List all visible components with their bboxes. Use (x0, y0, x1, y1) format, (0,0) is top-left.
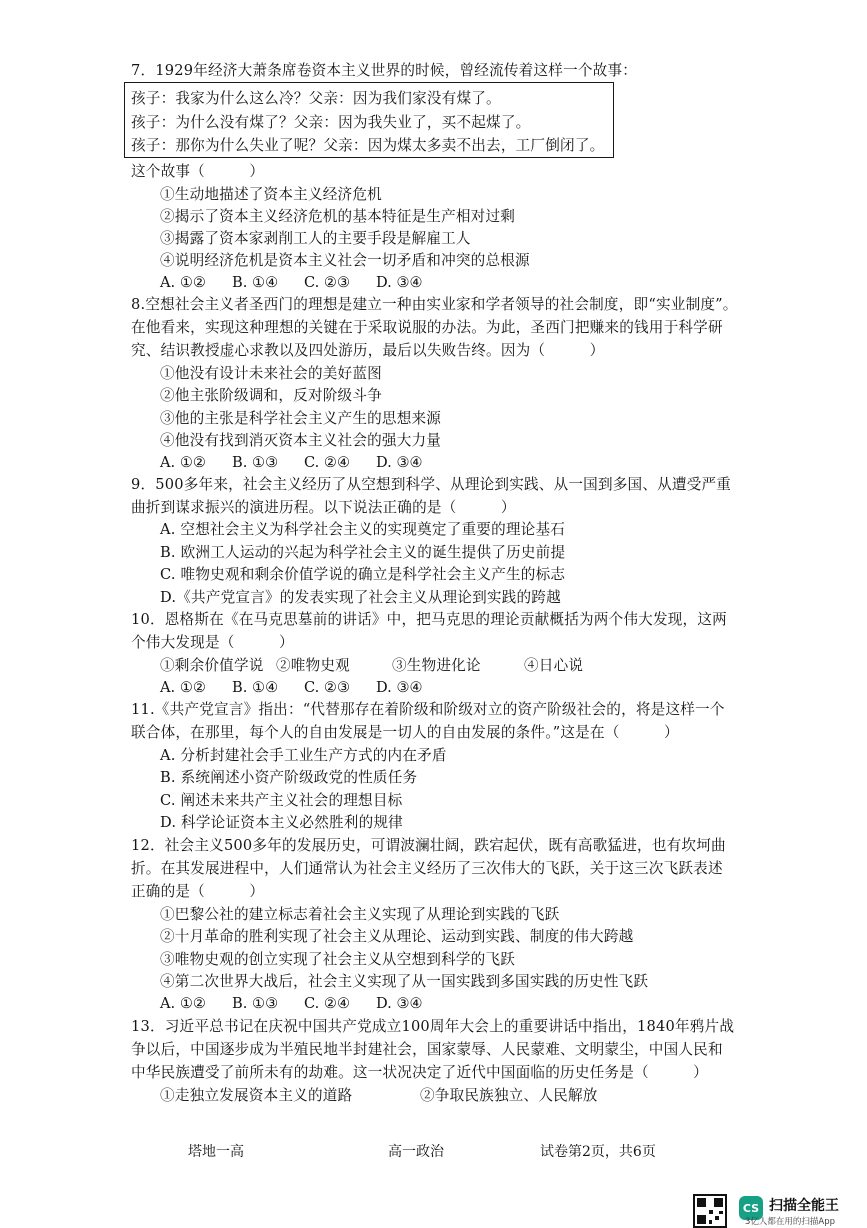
q12-choice-d[interactable]: D. ③④ (376, 995, 423, 1012)
q13-item: ②争取民族独立、人民解放 (420, 1087, 598, 1104)
q13-stem-line: 中华民族遭受了前所未有的劫难。这一状况决定了近代中国面临的历史任务是（ ） (131, 1064, 708, 1081)
q10-item: ②唯物史观 (276, 657, 350, 674)
q7-choice-a[interactable]: A. ①② (160, 274, 206, 291)
q12-item: ④第二次世界大战后，社会主义实现了从一国实践到多国实践的历史性飞跃 (160, 973, 649, 990)
q8-choice-b[interactable]: B. ①③ (232, 454, 279, 471)
q8-choice-c[interactable]: C. ②④ (304, 454, 351, 471)
q11-option-c[interactable]: C. 阐述未来共产主义社会的理想目标 (160, 792, 403, 809)
q12-choice-c[interactable]: C. ②④ (304, 995, 351, 1012)
q12-choice-a[interactable]: A. ①② (160, 995, 206, 1012)
q8-choice-a[interactable]: A. ①② (160, 454, 206, 471)
q10-choice-a[interactable]: A. ①② (160, 679, 206, 696)
q12-stem-line: 正确的是（ ） (131, 883, 265, 900)
q12-item: ①巴黎公社的建立标志着社会主义实现了从理论到实践的飞跃 (160, 906, 560, 923)
q7-dialog-line: 孩子：那你为什么失业了呢？父亲：因为煤太多卖不出去，工厂倒闭了。 (131, 137, 605, 154)
q10-choice-b[interactable]: B. ①④ (232, 679, 279, 696)
q10-item: ③生物进化论 (392, 657, 481, 674)
q12-choice-b[interactable]: B. ①③ (232, 995, 279, 1012)
footer-school: 塔地一高 (188, 1144, 244, 1160)
q9-option-b[interactable]: B. 欧洲工人运动的兴起为科学社会主义的诞生提供了历史前提 (160, 544, 566, 561)
scanner-app-logo: CS (739, 1196, 763, 1220)
q12-stem-line: 折。在其发展进程中，人们通常认为社会主义经历了三次伟大的飞跃，关于这三次飞跃表述 (131, 860, 723, 877)
q10-stem-line: 个伟大发现是（ ） (131, 634, 294, 651)
q13-stem-line: 争以后，中国逐步成为半殖民地半封建社会，国家蒙辱、人民蒙难、文明蒙尘，中国人民和 (131, 1041, 723, 1058)
q8-item: ②他主张阶级调和，反对阶级斗争 (160, 387, 382, 404)
q8-item: ④他没有找到消灭资本主义社会的强大力量 (160, 432, 442, 449)
q9-option-d[interactable]: D.《共产党宣言》的发表实现了社会主义从理论到实践的跨越 (160, 589, 561, 606)
q11-option-a[interactable]: A. 分析封建社会手工业生产方式的内在矛盾 (160, 747, 447, 764)
q11-option-d[interactable]: D. 科学论证资本主义必然胜利的规律 (160, 814, 403, 831)
q12-stem-line: 12．社会主义500多年的发展历史，可谓波澜壮阔，跌宕起伏，既有高歌猛进，也有坎坷曲 (131, 837, 726, 854)
q7-item: ①生动地描述了资本主义经济危机 (160, 186, 382, 203)
q8-stem-line: 在他看来，实现这种理想的关键在于采取说服的办法。为此，圣西门把赚来的钱用于科学研 (131, 319, 723, 336)
q7-dialog-line: 孩子：为什么没有煤了？父亲：因为我失业了，买不起煤了。 (131, 114, 531, 131)
q11-option-b[interactable]: B. 系统阐述小资产阶级政党的性质任务 (160, 769, 418, 786)
q10-stem-line: 10．恩格斯在《在马克思墓前的讲话》中，把马克思的理论贡献概括为两个伟大发现，这两 (131, 611, 727, 628)
q7-prompt: 这个故事（ ） (131, 163, 265, 180)
q8-item: ①他没有设计未来社会的美好蓝图 (160, 365, 382, 382)
q10-choice-d[interactable]: D. ③④ (376, 679, 423, 696)
q12-item: ③唯物史观的创立实现了社会主义从空想到科学的飞跃 (160, 951, 516, 968)
q9-stem-line: 9．500多年来，社会主义经历了从空想到科学、从理论到实践、从一国到多国、从遭受严重 (131, 476, 732, 493)
q7-choice-c[interactable]: C. ②③ (304, 274, 351, 291)
q8-choice-d[interactable]: D. ③④ (376, 454, 423, 471)
q11-stem-line: 11.《共产党宣言》指出：“代替那存在着阶级和阶级对立的资产阶级社会的，将是这样一个 (131, 701, 725, 718)
q9-option-a[interactable]: A. 空想社会主义为科学社会主义的实现奠定了重要的理论基石 (160, 521, 566, 538)
q12-item: ②十月革命的胜利实现了社会主义从理论、运动到实践、制度的伟大跨越 (160, 928, 634, 945)
q7-choice-d[interactable]: D. ③④ (376, 274, 423, 291)
q9-option-c[interactable]: C. 唯物史观和剩余价值学说的确立是科学社会主义产生的标志 (160, 566, 566, 583)
q7-choice-b[interactable]: B. ①④ (232, 274, 279, 291)
scanner-app-name: 扫描全能王 (769, 1198, 839, 1214)
q11-stem-line: 联合体，在那里，每个人的自由发展是一切人的自由发展的条件。”这是在（ ） (131, 724, 679, 741)
q10-item: ④日心说 (524, 657, 584, 674)
q7-item: ④说明经济危机是资本主义社会一切矛盾和冲突的总根源 (160, 252, 530, 269)
q7-item: ②揭示了资本主义经济危机的基本特征是生产相对过剩 (160, 208, 516, 225)
q7-stem: 7．1929年经济大萧条席卷资本主义世界的时候，曾经流传着这样一个故事： (131, 62, 638, 79)
q8-item: ③他的主张是科学社会主义产生的思想来源 (160, 410, 442, 427)
q9-stem-line: 曲折到谋求振兴的演进历程。以下说法正确的是（ ） (131, 499, 516, 516)
q13-item: ①走独立发展资本主义的道路 (160, 1087, 353, 1104)
q7-dialog-line: 孩子：我家为什么这么冷？父亲：因为我们家没有煤了。 (131, 90, 501, 107)
q8-stem-line: 8.空想社会主义者圣西门的理想是建立一种由实业家和学者领导的社会制度，即“实业制度”。 (131, 296, 738, 313)
footer-subject: 高一政治 (388, 1144, 444, 1160)
qr-code-icon (693, 1194, 727, 1228)
q8-stem-line: 究、结识教授虚心求教以及四处游历，最后以失败告终。因为（ ） (131, 342, 605, 359)
q10-item: ①剩余价值学说 (160, 657, 264, 674)
q7-item: ③揭露了资本家剥削工人的主要手段是解雇工人 (160, 230, 471, 247)
q10-choice-c[interactable]: C. ②③ (304, 679, 351, 696)
footer-page-number: 试卷第2页，共6页 (540, 1144, 656, 1160)
q13-stem-line: 13．习近平总书记在庆祝中国共产党成立100周年大会上的重要讲话中指出，1840年鸦片战 (131, 1018, 735, 1035)
scanner-app-tagline: 3亿人都在用的扫描App (745, 1217, 836, 1227)
